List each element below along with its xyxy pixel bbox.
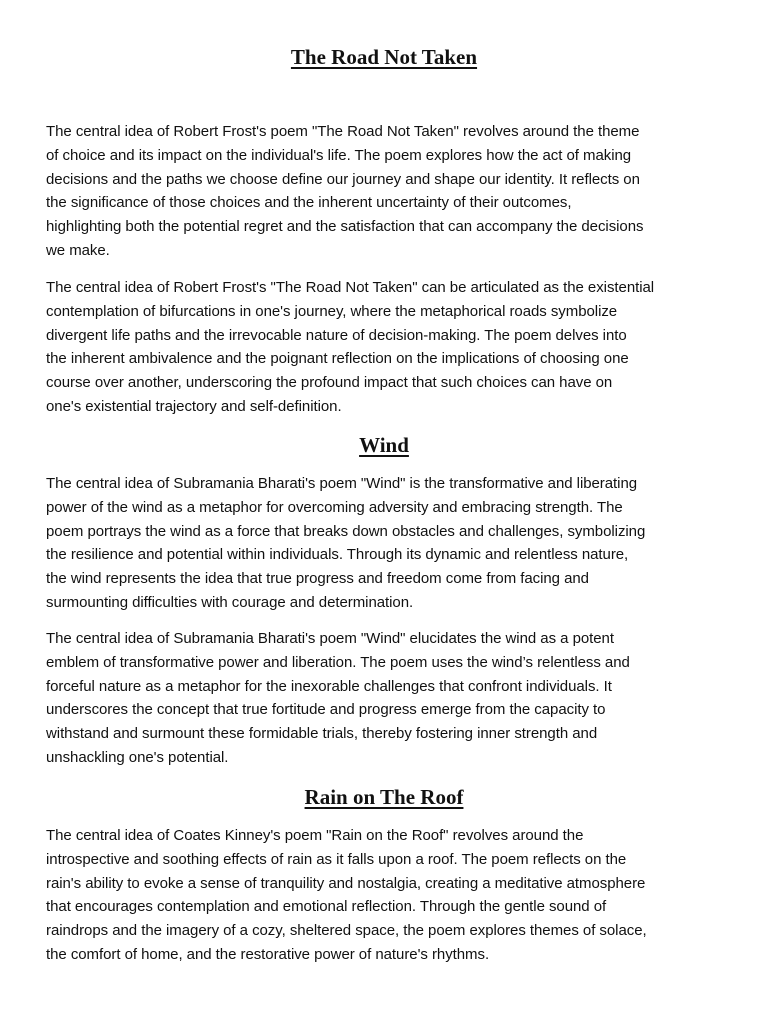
paragraph-road-not-taken-2: The central idea of Robert Frost's "The Road Not Taken" can be articulated as the existential contemplation of bifurcations in one's journey, where the metaphorical roads symbolize divergent life paths and the irrevocable nature of decision-making. The poem delves into the inherent ambivalence and the poignant reflection on the implications of choosing one course over another, underscoring the profound impact that such choices can have on one's existential trajectory and self-definition. [46,279,655,415]
section-title-road-not-taken: The Road Not Taken [290,45,478,69]
paragraph-wind-1: The central idea of Subramania Bharati's poem "Wind" is the transformative and liberating power of the wind as a metaphor for overcoming adversity and embracing strength. The poem portrays the wind as a force that breaks down obstacles and challenges, symbolizing the resilience and potential within individuals. Through its dynamic and relentless nature, the wind represents the idea that true progress and freedom come from facing and surmounting difficulties with courage and determination. [46,475,646,611]
paragraph-road-not-taken-1: The central idea of Robert Frost's poem "The Road Not Taken" revolves around the theme of choice and its impact on the individual's life. The poem explores how the act of making decisions and the paths we choose define our journey and shape our identity. It reflects on the significance of those choices and the inherent uncertainty of their outcomes, highlighting both the potential regret and the satisfaction that can accompany the decisions we make. [46,123,644,259]
section-title-wind: Wind [359,433,409,457]
paragraph-rain-on-the-roof-1: The central idea of Coates Kinney's poem "Rain on the Roof" revolves around the introspective and soothing effects of rain as it falls upon a roof. The poem reflects on the rain's ability to evoke a sense of tranquility and nostalgia, creating a meditative atmosphere that encourages contemplation and emotional reflection. Through the gentle sound of raindrops and the imagery of a cozy, sheltered space, the poem explores themes of solace, the comfort of home, and the restorative power of nature's rhythms. [46,827,647,963]
paragraph-wind-2: The central idea of Subramania Bharati's poem "Wind" elucidates the wind as a potent emblem of transformative power and liberation. The poem uses the wind’s relentless and forceful nature as a metaphor for the inexorable challenges that confront individuals. It underscores the concept that true fortitude and progress emerge from the capacity to withstand and surmount these formidable trials, thereby fostering inner strength and unshackling one's potential. [46,630,630,766]
section-title-rain-on-the-roof: Rain on The Roof [304,785,464,809]
